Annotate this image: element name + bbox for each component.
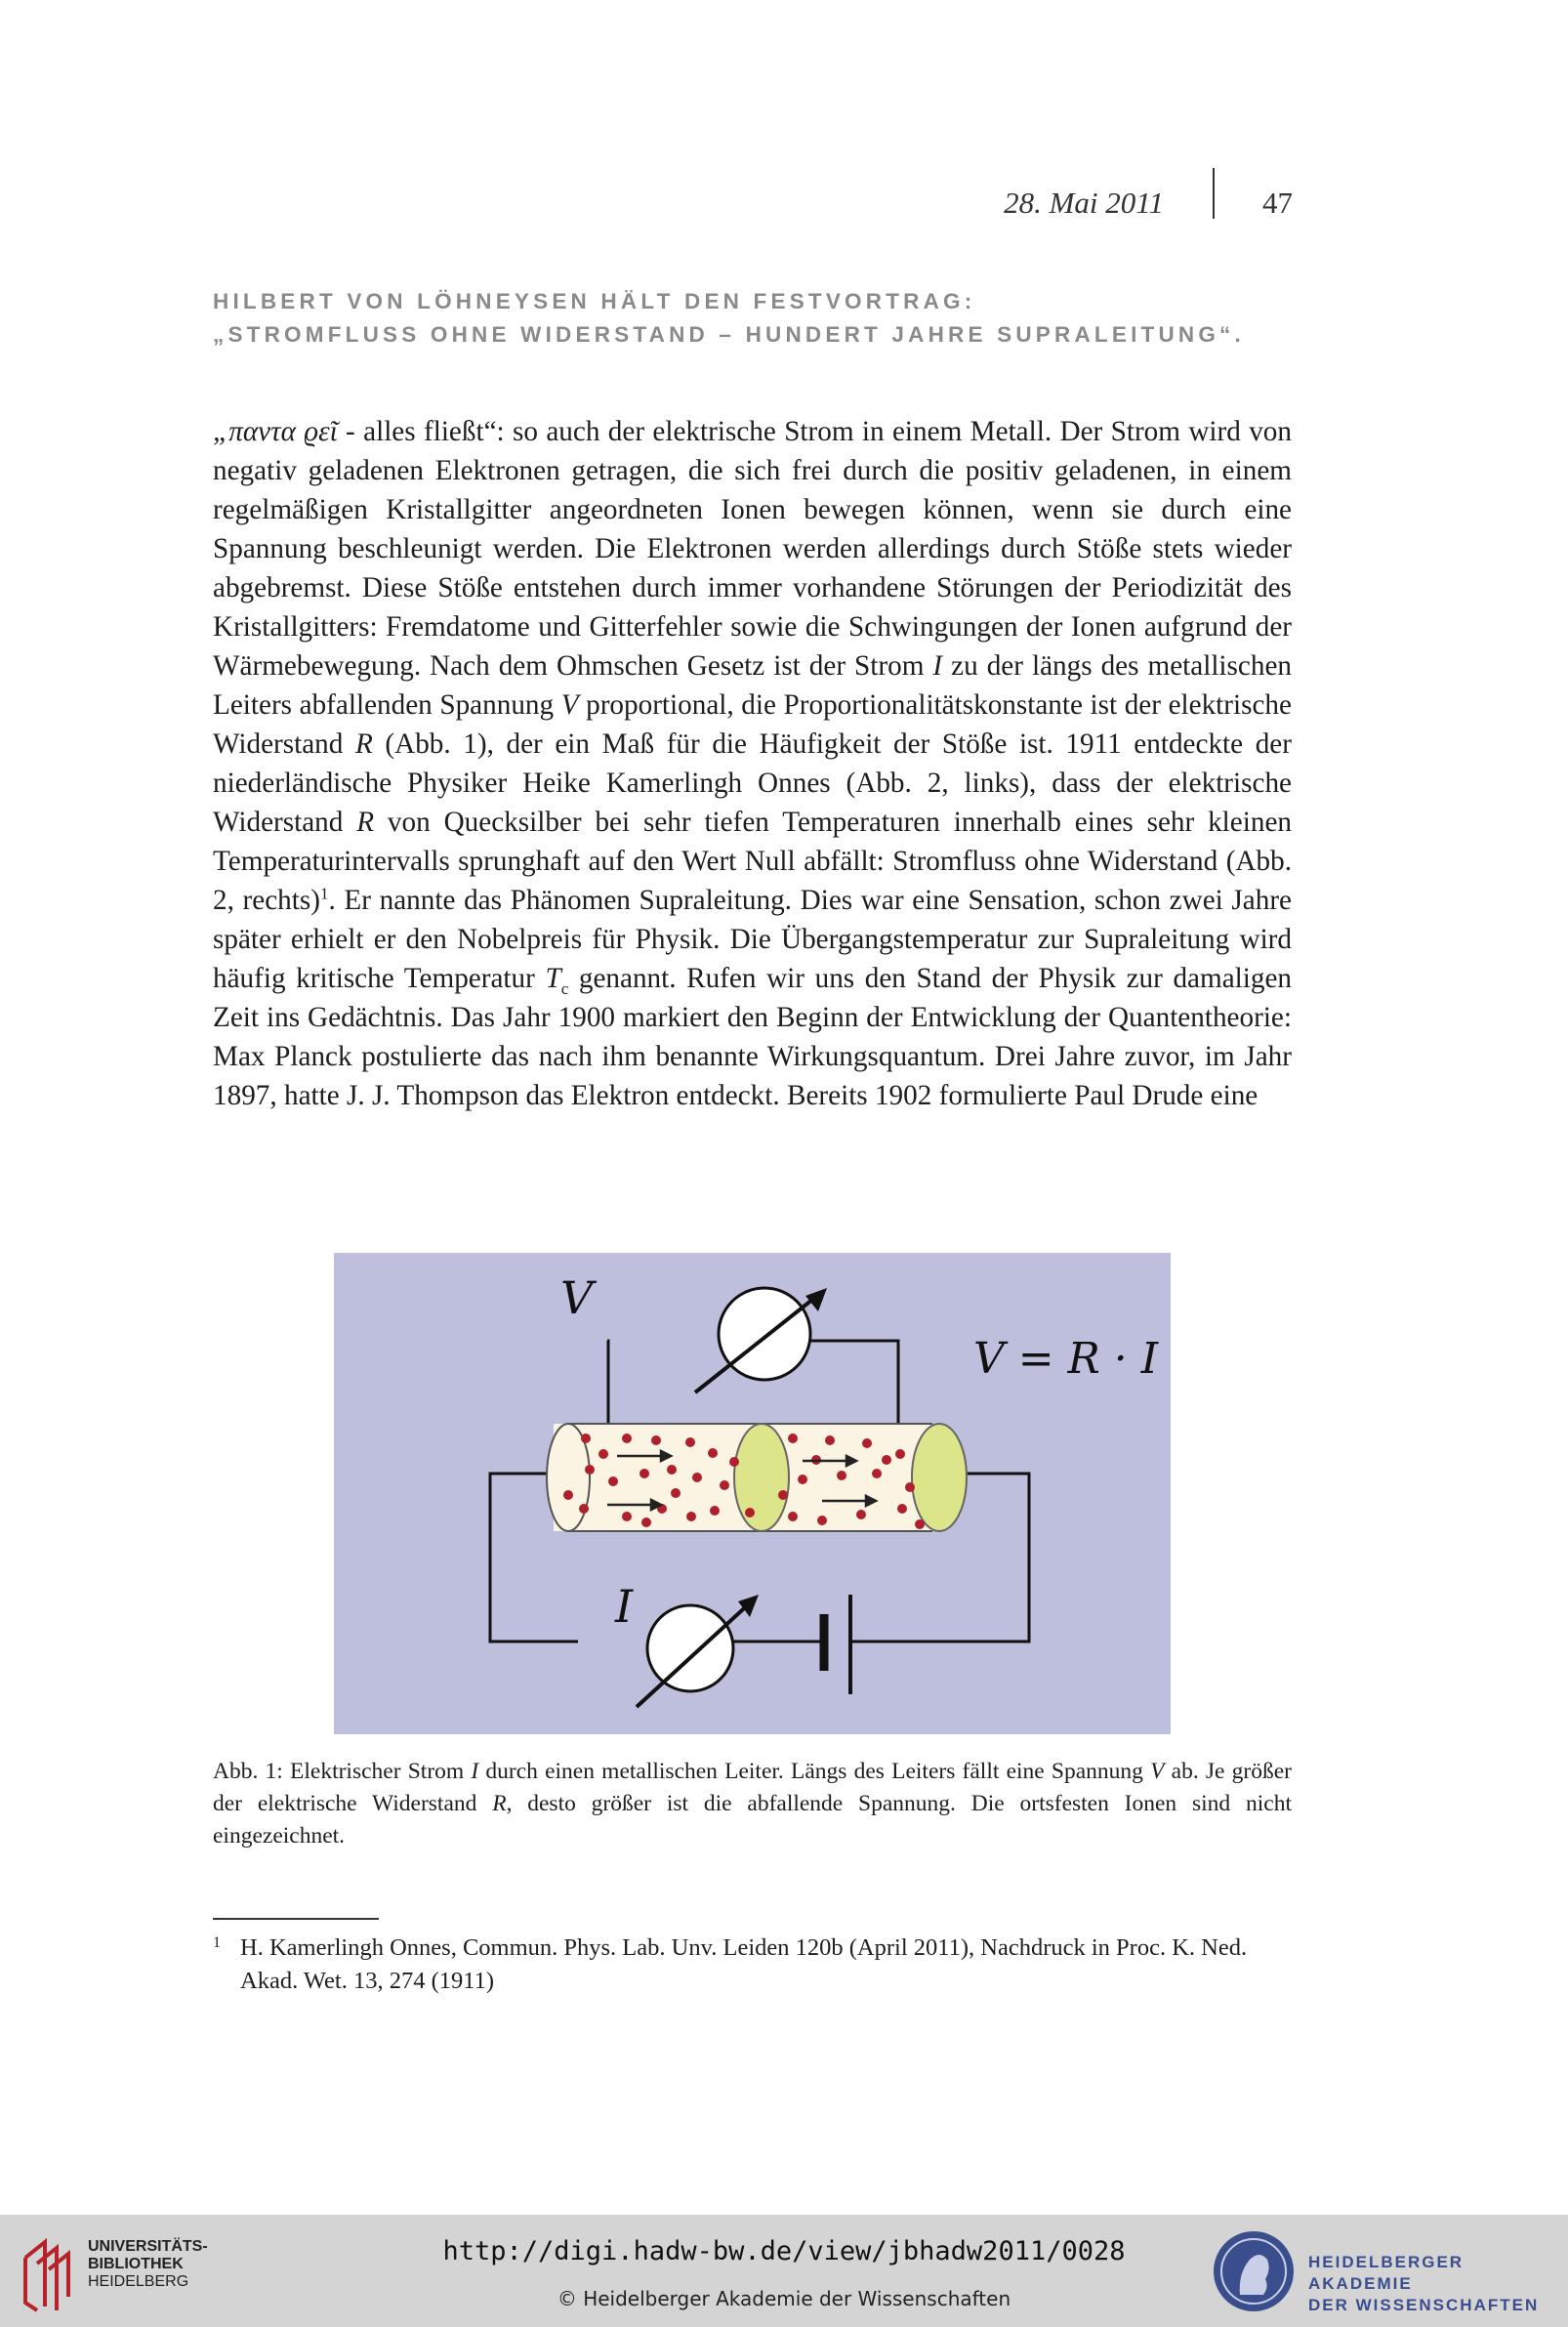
electron-dot (798, 1475, 807, 1484)
electron-dot (671, 1488, 681, 1498)
body-text-1: - alles fließt“: so auch der elektrische Strom in einem Metall. Der Strom wird von negativ geladenen Elektronen getragen, die sich frei durch die positiv geladenen, in einem regelmäßigen Kristallgitter angeordneten Ionen bewegen können, wenn sie durch eine Spannung beschleunigt werden. Die Elektronen werden allerdings durch Stöße stets wieder abgebremst. Diese Stöße entstehen durch immer vorhandene Störungen der Periodizität des Kristallgitters: Fremdatome und Gitterfehler sowie die Schwingungen der Ionen aufgrund der Wärmebewegung. Nach dem Ohmschen Gesetz ist der Strom (213, 416, 1292, 682)
electron-dot (817, 1516, 827, 1525)
electron-dot (692, 1473, 702, 1482)
electron-dot (788, 1434, 798, 1443)
electron-dot (581, 1434, 591, 1443)
caption-text-2: ab. Je größer der elektrische Widerstand (213, 1759, 1292, 1816)
voltage-label: V (560, 1271, 594, 1324)
conductor-cross-section (734, 1424, 789, 1531)
var-current: I (932, 650, 943, 682)
circuit-svg (334, 1253, 1171, 1734)
figure-circuit-diagram (334, 1253, 1171, 1734)
var-critical-temperature-subscript: c (560, 978, 569, 998)
electron-dot (598, 1449, 608, 1459)
electron-dot (708, 1448, 718, 1458)
electron-dot (825, 1435, 835, 1445)
footnote-mark: 1 (213, 1934, 221, 1951)
caption-prefix: Abb. 1: Elektrischer Strom (213, 1759, 472, 1784)
var-resistance: R (354, 728, 373, 760)
body-text-3: proportional, die Proportionalitätskonstante ist der elektrische Widerstand (213, 689, 1292, 760)
var-resistance-2: R (356, 807, 375, 838)
electron-dot (579, 1504, 589, 1514)
electron-dot (895, 1449, 905, 1459)
academy-name (1308, 2252, 1568, 2316)
academy-name-line-2: DER WISSENSCHAFTEN (1308, 2296, 1540, 2314)
caption-var-voltage: V (1150, 1759, 1165, 1784)
section-title (213, 285, 1297, 352)
caption-var-current: I (471, 1759, 479, 1784)
electron-dot (729, 1457, 739, 1467)
body-text-6: . Er nannte das Phänomen Supraleitung. Dies war eine Sensation, schon zwei Jahre später erhielt er den Nobelpreis für Physik. Die Übergangstemperatur zur Supraleitung wird häufig kritische Temperatur (213, 885, 1292, 994)
electron-dot (686, 1512, 696, 1521)
electron-dot (882, 1455, 891, 1465)
electron-dot (608, 1476, 618, 1486)
body-text-5: von Quecksilber bei sehr tiefen Temperaturen innerhalb eines sehr kleinen Temperaturintervalls sprunghaft auf den Wert Null abfällt: Stromfluss ohne Widerstand (Abb. 2, rechts) (213, 807, 1293, 916)
conductor-end-cross-section (912, 1424, 967, 1531)
header-divider (1213, 168, 1215, 219)
body-paragraph (213, 412, 1292, 1115)
electron-dot (862, 1438, 872, 1448)
electron-dot (651, 1435, 661, 1445)
library-name-line-2: BIBLIOTHEK (88, 2256, 184, 2272)
electron-dot (856, 1510, 866, 1519)
metal-conductor (547, 1424, 967, 1531)
electron-dot (778, 1490, 788, 1500)
section-title-line-1: HILBERT VON LÖHNEYSEN HÄLT DEN FESTVORTRAG: (213, 289, 976, 313)
body-text-2: zu der längs des metallischen Leiters abfallenden Spannung (213, 650, 1292, 721)
academy-seal-icon[interactable] (1211, 2226, 1297, 2321)
electron-dot (667, 1465, 677, 1475)
caption-text-3: , desto größer ist die abfallende Spannung. Die ortsfesten Ionen sind nicht eingezeichnet. (213, 1791, 1292, 1849)
ohms-law-formula: V = R · I (973, 1334, 1159, 1384)
electron-dot (563, 1490, 573, 1500)
var-voltage: V (560, 689, 579, 721)
caption-text-1: durch einen metallischen Leiter. Längs des Leiters fällt eine Spannung (478, 1759, 1151, 1784)
library-name-line-1: UNIVERSITÄTS- (88, 2238, 208, 2255)
electron-dot (720, 1480, 729, 1490)
permalink-url[interactable]: http://digi.hadw-bw.de/view/jbhadw2011/0028 (442, 2236, 1126, 2266)
greek-quote: „παντα ϱεῖ (213, 416, 338, 447)
electron-dot (710, 1506, 720, 1516)
footnote (213, 1932, 1292, 1998)
academy-name-line-1: HEIDELBERGER AKADEMIE (1308, 2253, 1465, 2293)
body-text-7: genannt. Rufen wir uns den Stand der Physik zur damaligen Zeit ins Gedächtnis. Das Jahr 1900 markiert den Beginn der Entwicklung der Quantentheorie: Max Planck postulierte das nach ihm benannte Wirkungsquantum. Drei Jahre zuvor, im Jahr 1897, hatte J. J. Thompson das Elektron entdeckt. Bereits 1902 formulierte Paul Drude eine (213, 963, 1293, 1111)
page-number: 47 (1262, 186, 1293, 220)
var-critical-temperature: T (545, 963, 561, 994)
electron-dot (622, 1512, 632, 1521)
footnote-text: H. Kamerlingh Onnes, Commun. Phys. Lab. Unv. Leiden 120b (April 2011), Nachdruck in Proc. K. Ned. Akad. Wet. 13, 274 (1911) (240, 1934, 1248, 1994)
electron-dot (905, 1482, 915, 1492)
footnote-reference[interactable]: 1 (319, 884, 329, 903)
electron-dot (745, 1508, 755, 1517)
footnote-divider (213, 1918, 379, 1920)
electron-dot (622, 1434, 632, 1443)
electron-dot (685, 1437, 695, 1447)
caption-var-resistance: R (492, 1791, 507, 1816)
footer-bar (0, 2215, 1568, 2327)
current-label: I (615, 1580, 634, 1633)
header-date: 28. Mai 2011 (1004, 186, 1164, 220)
electron-dot (788, 1512, 798, 1521)
body-text-4: (Abb. 1), der ein Maß für die Häufigkeit der Stöße ist. 1911 entdeckte der niederländische Physiker Heike Kamerlingh Onnes (Abb. 2, links), dass der elektrische Widerstand (213, 728, 1292, 838)
electron-dot (585, 1465, 595, 1475)
section-title-line-2: „STROMFLUSS OHNE WIDERSTAND – HUNDERT JAHRE SUPRALEITUNG“. (213, 322, 1245, 347)
electron-dot (640, 1469, 649, 1478)
copyright-notice: © Heidelberger Akademie der Wissenschaften (557, 2287, 1011, 2310)
figure-caption (213, 1756, 1292, 1852)
electron-dot (837, 1471, 846, 1480)
electron-dot (915, 1519, 925, 1529)
electron-dot (641, 1517, 651, 1527)
electron-dot (872, 1469, 882, 1478)
library-name-line-3: HEIDELBERG (88, 2273, 189, 2290)
electron-dot (897, 1504, 907, 1514)
